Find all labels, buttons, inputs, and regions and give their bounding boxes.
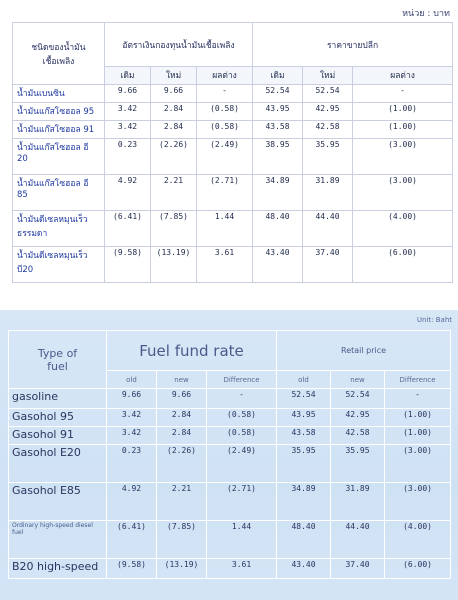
- english-value-cell: (0.58): [207, 427, 277, 445]
- thai-fuel-name-line1: น้ำมันดีเซลหมุนเร็ว: [17, 215, 88, 225]
- english-value-cell: 37.40: [331, 559, 385, 579]
- thai-value-cell: (4.00): [353, 211, 453, 247]
- thai-type-header-line1: ชนิดของน้ำมัน: [31, 42, 86, 53]
- thai-fuel-name-line1: น้ำมันแก๊สโซฮอล อี: [17, 143, 89, 153]
- thai-value-cell: 43.58: [253, 121, 303, 139]
- thai-retail-header: ราคาขายปลีก: [253, 23, 453, 67]
- english-table-row: [9, 483, 451, 521]
- english-table-row: [9, 389, 451, 409]
- english-retail-header: Retail price: [277, 331, 451, 371]
- english-fund-rate-header: Fuel fund rate: [107, 331, 277, 371]
- thai-table-row: [13, 103, 453, 121]
- english-value-cell: (6.00): [385, 559, 451, 579]
- english-value-cell: 42.58: [331, 427, 385, 445]
- english-value-cell: 9.66: [157, 389, 207, 409]
- thai-value-cell: 3.42: [105, 121, 151, 139]
- thai-fuel-name-cell: [13, 121, 105, 139]
- english-value-cell: (3.00): [385, 445, 451, 483]
- thai-value-cell: 43.95: [253, 103, 303, 121]
- english-value-cell: (2.71): [207, 483, 277, 521]
- english-fuel-table: [8, 330, 451, 579]
- english-value-cell: 44.40: [331, 521, 385, 559]
- english-value-cell: (6.41): [107, 521, 157, 559]
- thai-fuel-name-line1: น้ำมันแก๊สโซฮอล อี: [17, 179, 89, 189]
- english-fuel-name-cell: Gasohol E85: [9, 483, 107, 521]
- thai-value-cell: 4.92: [105, 175, 151, 211]
- english-value-cell: 3.42: [107, 409, 157, 427]
- english-value-cell: 43.95: [277, 409, 331, 427]
- thai-retail-old-header: เดิม: [253, 67, 303, 85]
- thai-value-cell: 3.42: [105, 103, 151, 121]
- thai-value-cell: 9.66: [105, 85, 151, 103]
- thai-table-row: [13, 121, 453, 139]
- english-panel: [0, 310, 458, 600]
- thai-fuel-name-line2: ธรรมดา: [17, 229, 48, 239]
- thai-value-cell: 48.40: [253, 211, 303, 247]
- english-retail-diff-header: Difference: [385, 371, 451, 389]
- thai-value-cell: 9.66: [151, 85, 197, 103]
- thai-table-row: [13, 139, 453, 175]
- english-table-row: [9, 521, 451, 559]
- thai-fuel-name-cell: [13, 211, 105, 247]
- english-value-cell: 3.61: [207, 559, 277, 579]
- english-retail-old-header: old: [277, 371, 331, 389]
- english-value-cell: (4.00): [385, 521, 451, 559]
- english-value-cell: (0.58): [207, 409, 277, 427]
- thai-value-cell: (0.58): [197, 121, 253, 139]
- thai-header-row: [13, 23, 453, 67]
- thai-fuel-name-cell: [13, 103, 105, 121]
- english-value-cell: 48.40: [277, 521, 331, 559]
- thai-retail-diff-header: ผลต่าง: [353, 67, 453, 85]
- english-fuel-name-cell: B20 high-speed: [9, 559, 107, 579]
- thai-fund-old-header: เดิม: [105, 67, 151, 85]
- english-value-cell: 9.66: [107, 389, 157, 409]
- english-retail-new-header: new: [331, 371, 385, 389]
- thai-fuel-name-cell: [13, 139, 105, 175]
- english-value-cell: 35.95: [277, 445, 331, 483]
- thai-fuel-name-line2: 20: [17, 154, 28, 164]
- english-value-cell: -: [207, 389, 277, 409]
- thai-value-cell: 42.58: [303, 121, 353, 139]
- thai-fund-rate-header: อัตราเงินกองทุนน้ำมันเชื้อเพลิง: [105, 23, 253, 67]
- thai-value-cell: (1.00): [353, 121, 453, 139]
- english-type-header: [9, 331, 107, 389]
- thai-value-cell: 38.95: [253, 139, 303, 175]
- english-value-cell: (1.00): [385, 427, 451, 445]
- thai-value-cell: (2.71): [197, 175, 253, 211]
- english-value-cell: 43.58: [277, 427, 331, 445]
- thai-table-row: [13, 211, 453, 247]
- thai-fuel-name-line1: น้ำมันแก๊สโซฮอล 91: [17, 125, 95, 135]
- english-value-cell: 52.54: [331, 389, 385, 409]
- thai-value-cell: 1.44: [197, 211, 253, 247]
- english-type-header-line2: fuel: [47, 359, 68, 373]
- english-fund-diff-header: Difference: [207, 371, 277, 389]
- thai-table-row: [13, 247, 453, 283]
- english-value-cell: 42.95: [331, 409, 385, 427]
- english-value-cell: 34.89: [277, 483, 331, 521]
- english-value-cell: 35.95: [331, 445, 385, 483]
- thai-value-cell: (3.00): [353, 175, 453, 211]
- thai-value-cell: 52.54: [253, 85, 303, 103]
- thai-value-cell: 43.40: [253, 247, 303, 283]
- thai-retail-new-header: ใหม่: [303, 67, 353, 85]
- thai-fuel-name-line1: น้ำมันเบนซิน: [17, 89, 65, 99]
- english-value-cell: 2.84: [157, 409, 207, 427]
- english-fund-old-header: old: [107, 371, 157, 389]
- thai-value-cell: (7.85): [151, 211, 197, 247]
- thai-value-cell: 3.61: [197, 247, 253, 283]
- thai-value-cell: 37.40: [303, 247, 353, 283]
- thai-fund-new-header: ใหม่: [151, 67, 197, 85]
- thai-fuel-name-line2: บี20: [17, 265, 34, 275]
- thai-table-body: [13, 85, 453, 283]
- thai-fuel-name-line1: น้ำมันแก๊สโซฮอล 95: [17, 107, 95, 117]
- thai-table-row: [13, 85, 453, 103]
- english-table-row: [9, 409, 451, 427]
- thai-value-cell: -: [353, 85, 453, 103]
- english-value-cell: -: [385, 389, 451, 409]
- english-fuel-name-cell: gasoline: [9, 389, 107, 409]
- english-fuel-name-cell: Gasohol 91: [9, 427, 107, 445]
- thai-value-cell: 31.89: [303, 175, 353, 211]
- thai-unit-label: หน่วย : บาท: [402, 9, 450, 19]
- english-value-cell: (2.26): [157, 445, 207, 483]
- english-value-cell: (13.19): [157, 559, 207, 579]
- thai-value-cell: (2.26): [151, 139, 197, 175]
- thai-value-cell: 34.89: [253, 175, 303, 211]
- english-value-cell: 0.23: [107, 445, 157, 483]
- english-type-header-line1: Type of: [37, 346, 78, 360]
- english-header-row: [9, 331, 451, 371]
- thai-type-header-line2: เชื้อเพลิง: [42, 56, 75, 67]
- english-table-row: [9, 559, 451, 579]
- english-value-cell: 4.92: [107, 483, 157, 521]
- thai-value-cell: (1.00): [353, 103, 453, 121]
- english-value-cell: 2.21: [157, 483, 207, 521]
- thai-value-cell: 52.54: [303, 85, 353, 103]
- thai-fuel-name-line1: น้ำมันดีเซลหมุนเร็ว: [17, 251, 88, 261]
- english-table-row: [9, 445, 451, 483]
- thai-fuel-table: [12, 22, 453, 283]
- english-fund-new-header: new: [157, 371, 207, 389]
- english-table-body: [9, 389, 451, 579]
- thai-value-cell: (6.00): [353, 247, 453, 283]
- thai-fuel-name-cell: [13, 175, 105, 211]
- english-value-cell: (1.00): [385, 409, 451, 427]
- english-value-cell: (3.00): [385, 483, 451, 521]
- english-value-cell: 2.84: [157, 427, 207, 445]
- thai-value-cell: 2.84: [151, 103, 197, 121]
- english-table-row: [9, 427, 451, 445]
- thai-value-cell: 0.23: [105, 139, 151, 175]
- english-unit-label: Unit: Baht: [416, 316, 452, 324]
- english-value-cell: (2.49): [207, 445, 277, 483]
- thai-value-cell: (2.49): [197, 139, 253, 175]
- thai-value-cell: (6.41): [105, 211, 151, 247]
- thai-value-cell: 2.84: [151, 121, 197, 139]
- thai-table-row: [13, 175, 453, 211]
- english-fuel-name-cell: Gasohol 95: [9, 409, 107, 427]
- english-value-cell: 31.89: [331, 483, 385, 521]
- thai-value-cell: 35.95: [303, 139, 353, 175]
- thai-value-cell: 2.21: [151, 175, 197, 211]
- thai-value-cell: 44.40: [303, 211, 353, 247]
- english-value-cell: (9.58): [107, 559, 157, 579]
- thai-value-cell: 42.95: [303, 103, 353, 121]
- thai-value-cell: (9.58): [105, 247, 151, 283]
- thai-value-cell: -: [197, 85, 253, 103]
- english-value-cell: 52.54: [277, 389, 331, 409]
- thai-fuel-name-cell: [13, 247, 105, 283]
- english-fuel-name-cell: Ordinary high-speed diesel fuel: [9, 521, 107, 559]
- english-value-cell: 43.40: [277, 559, 331, 579]
- thai-type-header: [13, 23, 105, 85]
- english-fuel-name-cell: Gasohol E20: [9, 445, 107, 483]
- english-value-cell: 1.44: [207, 521, 277, 559]
- thai-fuel-name-line2: 85: [17, 190, 28, 200]
- thai-value-cell: (3.00): [353, 139, 453, 175]
- thai-value-cell: (13.19): [151, 247, 197, 283]
- thai-fund-diff-header: ผลต่าง: [197, 67, 253, 85]
- english-value-cell: (7.85): [157, 521, 207, 559]
- english-value-cell: 3.42: [107, 427, 157, 445]
- thai-fuel-name-cell: [13, 85, 105, 103]
- thai-value-cell: (0.58): [197, 103, 253, 121]
